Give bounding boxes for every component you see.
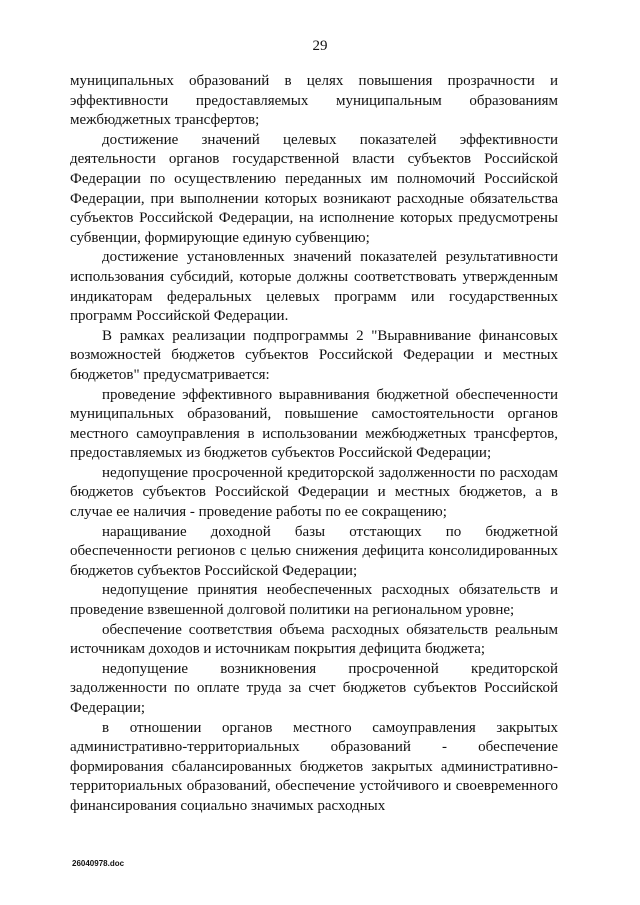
paragraph-6: недопущение просроченной кредиторской задолженности по расходам бюджетов субъектов Российской Федерации и местных бюджетов, а в случае ее наличия - проведение работы по ее сокращению; bbox=[70, 464, 558, 521]
paragraph-5: проведение эффективного выравнивания бюджетной обеспеченности муниципальных образований, повышение самостоятельности органов местного самоуправления в использовании межбюджетных трансфертов, предоставляемых из бюджетов субъектов Российской Федерации; bbox=[70, 386, 558, 462]
paragraph-9: обеспечение соответствия объема расходных обязательств реальным источникам доходов и источникам покрытия дефицита бюджета; bbox=[70, 621, 558, 658]
paragraph-2: достижение значений целевых показателей эффективности деятельности органов государственной власти субъектов Российской Федерации по осуществлению переданных им полномочий Российской Федерации, при выполнении которых возникают расходные обязательства субъектов Российской Федерации, на исполнение которых предусмотрены субвенции, формирующие единую субвенцию; bbox=[70, 131, 558, 246]
paragraph-7: наращивание доходной базы отстающих по бюджетной обеспеченности регионов с целью снижения дефицита консолидированных бюджетов субъектов Российской Федерации; bbox=[70, 523, 558, 579]
page-number: 29 bbox=[312, 38, 328, 54]
paragraph-3: достижение установленных значений показателей результативности использования субсидий, которые должны соответствовать утвержденным индикаторам федеральных целевых программ или государственных программ Российской Федерации. bbox=[70, 249, 558, 325]
paragraph-8: недопущение принятия необеспеченных расходных обязательств и проведение взвешенной долговой политики на региональном уровне; bbox=[70, 582, 558, 619]
paragraph-1: муниципальных образований в целях повышения прозрачности и эффективности предоставляемых муниципальным образованиям межбюджетных трансфертов; bbox=[70, 73, 558, 129]
paragraph-11: в отношении органов местного самоуправления закрытых административно-территориальных образований - обеспечение формирования сбалансированных бюджетов закрытых административно-территориальных образований, обеспечение устойчивого и своевременного финансирования социально значимых расходных bbox=[70, 719, 558, 814]
paragraph-10: недопущение возникновения просроченной кредиторской задолженности по оплате труда за счет бюджетов субъектов Российской Федерации; bbox=[70, 660, 558, 716]
footer-document-code: 26040978.doc bbox=[72, 859, 125, 868]
paragraph-4: В рамках реализации подпрограммы 2 "Выравнивание финансовых возможностей бюджетов субъектов Российской Федерации и местных бюджетов" предусматривается: bbox=[70, 327, 558, 383]
body-text bbox=[70, 72, 558, 817]
